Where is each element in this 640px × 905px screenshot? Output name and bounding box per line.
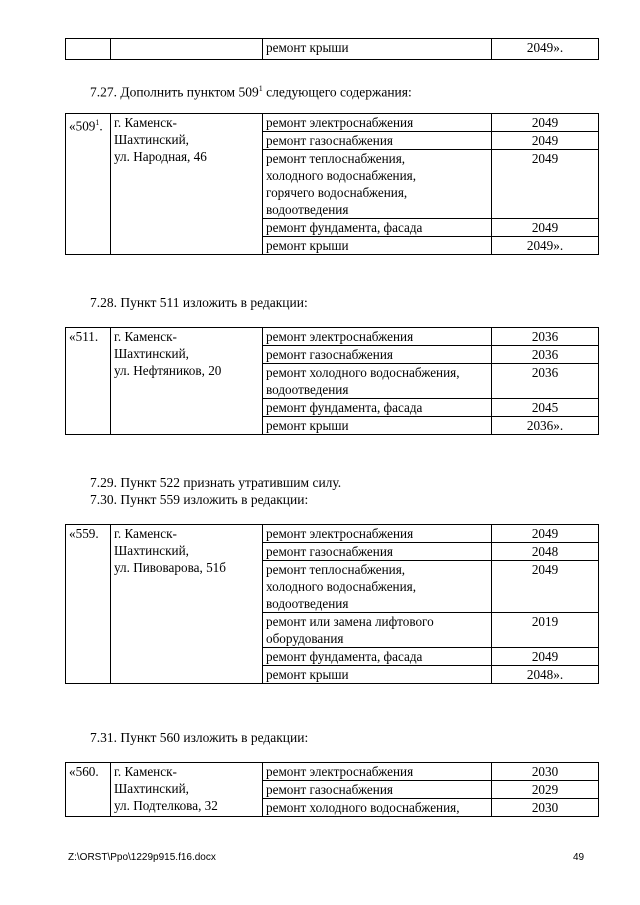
superscript: 1 xyxy=(258,84,263,93)
address-cell: г. Каменск- Шахтинский, ул. Пивоварова, 51б xyxy=(111,525,263,684)
work-cell: ремонт фундамента, фасада xyxy=(263,648,492,666)
year-cell: 2049». xyxy=(492,39,599,60)
work-cell: ремонт электроснабжения xyxy=(263,114,492,132)
work-cell: ремонт крыши xyxy=(263,237,492,255)
number-cell xyxy=(66,39,111,60)
address-cell: г. Каменск- Шахтинский, ул. Подтелкова, 32 xyxy=(111,763,263,817)
work-cell: ремонт теплоснабжения, холодного водоснабжения, водоотведения xyxy=(263,561,492,613)
paragraph-text-end: следующего содержания: xyxy=(262,84,412,100)
address-cell: г. Каменск- Шахтинский, ул. Нефтяников, 20 xyxy=(111,328,263,435)
number-cell xyxy=(66,763,111,817)
year-cell: 2036 xyxy=(492,346,599,364)
number-superscript: 1 xyxy=(95,118,100,127)
year-cell: 2049 xyxy=(492,132,599,150)
year-cell: 2049». xyxy=(492,237,599,255)
year-cell: 2049 xyxy=(492,150,599,219)
number-text: «559. xyxy=(69,526,99,541)
paragraph-7-31: 7.31. Пункт 560 изложить в редакции: xyxy=(90,730,309,745)
work-cell: ремонт газоснабжения xyxy=(263,781,492,799)
table-row xyxy=(66,39,599,60)
table-row xyxy=(66,763,599,781)
work-cell: ремонт электроснабжения xyxy=(263,525,492,543)
work-cell: ремонт крыши xyxy=(263,39,492,60)
year-cell: 2048 xyxy=(492,543,599,561)
work-cell: ремонт холодного водоснабжения, xyxy=(263,799,492,817)
year-cell: 2030 xyxy=(492,799,599,817)
paragraph-7-28: 7.28. Пункт 511 изложить в редакции: xyxy=(90,295,308,310)
work-cell: ремонт крыши xyxy=(263,417,492,435)
table-row xyxy=(66,114,599,132)
table-continuation xyxy=(65,38,599,60)
footer-file-path: Z:\ORST\Ppo\1229p915.f16.docx xyxy=(68,852,216,863)
table-item-560 xyxy=(65,762,599,817)
number-text: «509 xyxy=(69,118,96,134)
table-row xyxy=(66,525,599,543)
paragraph-7-27 xyxy=(90,80,412,101)
number-text: «511. xyxy=(69,329,99,344)
number-cell xyxy=(66,114,111,255)
paragraph-text: 7.27. Дополнить пунктом 509 xyxy=(90,84,259,100)
work-cell: ремонт крыши xyxy=(263,666,492,684)
work-cell: ремонт фундамента, фасада xyxy=(263,399,492,417)
footer-page-number: 49 xyxy=(573,852,585,863)
work-cell: ремонт или замена лифтового оборудования xyxy=(263,613,492,648)
year-cell: 2049 xyxy=(492,525,599,543)
work-cell: ремонт газоснабжения xyxy=(263,543,492,561)
number-cell xyxy=(66,328,111,435)
table-row xyxy=(66,328,599,346)
address-cell xyxy=(111,39,263,60)
paragraph-7-30: 7.30. Пункт 559 изложить в редакции: xyxy=(90,492,309,507)
year-cell: 2029 xyxy=(492,781,599,799)
year-cell: 2036 xyxy=(492,328,599,346)
work-cell: ремонт фундамента, фасада xyxy=(263,219,492,237)
number-text-end: . xyxy=(99,118,103,134)
year-cell: 2030 xyxy=(492,763,599,781)
work-cell: ремонт газоснабжения xyxy=(263,346,492,364)
year-cell: 2019 xyxy=(492,613,599,648)
table-item-559 xyxy=(65,524,599,684)
work-cell: ремонт теплоснабжения, холодного водоснабжения, горячего водоснабжения, водоотведения xyxy=(263,150,492,219)
year-cell: 2049 xyxy=(492,114,599,132)
year-cell: 2049 xyxy=(492,648,599,666)
year-cell: 2036». xyxy=(492,417,599,435)
year-cell: 2049 xyxy=(492,561,599,613)
work-cell: ремонт газоснабжения xyxy=(263,132,492,150)
year-cell: 2045 xyxy=(492,399,599,417)
work-cell: ремонт электроснабжения xyxy=(263,328,492,346)
address-cell: г. Каменск- Шахтинский, ул. Народная, 46 xyxy=(111,114,263,255)
table-item-509 xyxy=(65,113,599,255)
year-cell: 2048». xyxy=(492,666,599,684)
number-text: «560. xyxy=(69,764,99,779)
year-cell: 2049 xyxy=(492,219,599,237)
year-cell: 2036 xyxy=(492,364,599,399)
paragraph-7-29: 7.29. Пункт 522 признать утратившим силу. xyxy=(90,475,342,490)
number-cell xyxy=(66,525,111,684)
work-cell: ремонт электроснабжения xyxy=(263,763,492,781)
work-cell: ремонт холодного водоснабжения, водоотведения xyxy=(263,364,492,399)
table-item-511 xyxy=(65,327,599,435)
